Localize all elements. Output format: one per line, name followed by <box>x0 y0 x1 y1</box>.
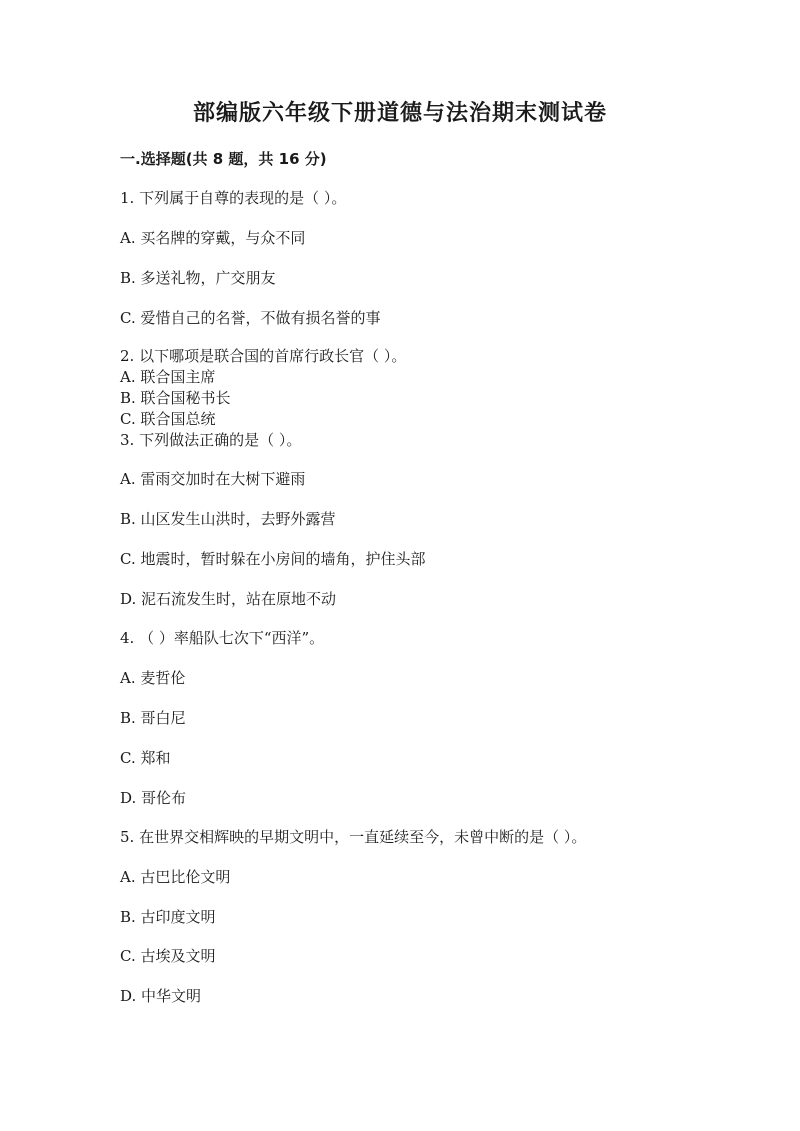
question-4-option-a: A. 麦哲伦 <box>120 669 186 687</box>
question-1-option-b: B. 多送礼物，广交朋友 <box>120 269 276 287</box>
question-2-stem: 2. 以下哪项是联合国的首席行政长官（ ）。 <box>120 347 407 365</box>
question-4-option-c: C. 郑和 <box>120 749 171 767</box>
question-2-option-c: C. 联合国总统 <box>120 410 216 428</box>
page-title: 部编版六年级下册道德与法治期末测试卷 <box>192 101 607 126</box>
question-3-stem: 3. 下列做法正确的是（ ）。 <box>120 431 302 449</box>
question-3-option-d: D. 泥石流发生时，站在原地不动 <box>120 590 337 608</box>
question-2-option-b: B. 联合国秘书长 <box>120 389 231 407</box>
question-1-option-a: A. 买名牌的穿戴，与众不同 <box>120 229 306 247</box>
question-1-option-c: C. 爱惜自己的名誉，不做有损名誉的事 <box>120 309 381 327</box>
question-3-option-b: B. 山区发生山洪时，去野外露营 <box>120 510 336 528</box>
question-5-stem: 5. 在世界交相辉映的早期文明中，一直延续至今，未曾中断的是（ ）。 <box>120 828 587 846</box>
question-3-option-a: A. 雷雨交加时在大树下避雨 <box>120 470 306 488</box>
question-2-option-a: A. 联合国主席 <box>120 368 216 386</box>
question-5-option-b: B. 古印度文明 <box>120 908 216 926</box>
question-5-option-a: A. 古巴比伦文明 <box>120 868 231 886</box>
question-1-stem: 1. 下列属于自尊的表现的是（ ）。 <box>120 189 347 207</box>
question-4-stem: 4. （ ）率船队七次下“西洋”。 <box>120 629 325 647</box>
section-heading: 一.选择题(共 8 题，共 16 分) <box>120 150 327 168</box>
question-4-option-b: B. 哥白尼 <box>120 709 186 727</box>
question-3-option-c: C. 地震时，暂时躲在小房间的墙角，护住头部 <box>120 550 426 568</box>
question-5-option-d: D. 中华文明 <box>120 987 202 1005</box>
question-4-option-d: D. 哥伦布 <box>120 789 187 807</box>
question-5-option-c: C. 古埃及文明 <box>120 947 216 965</box>
